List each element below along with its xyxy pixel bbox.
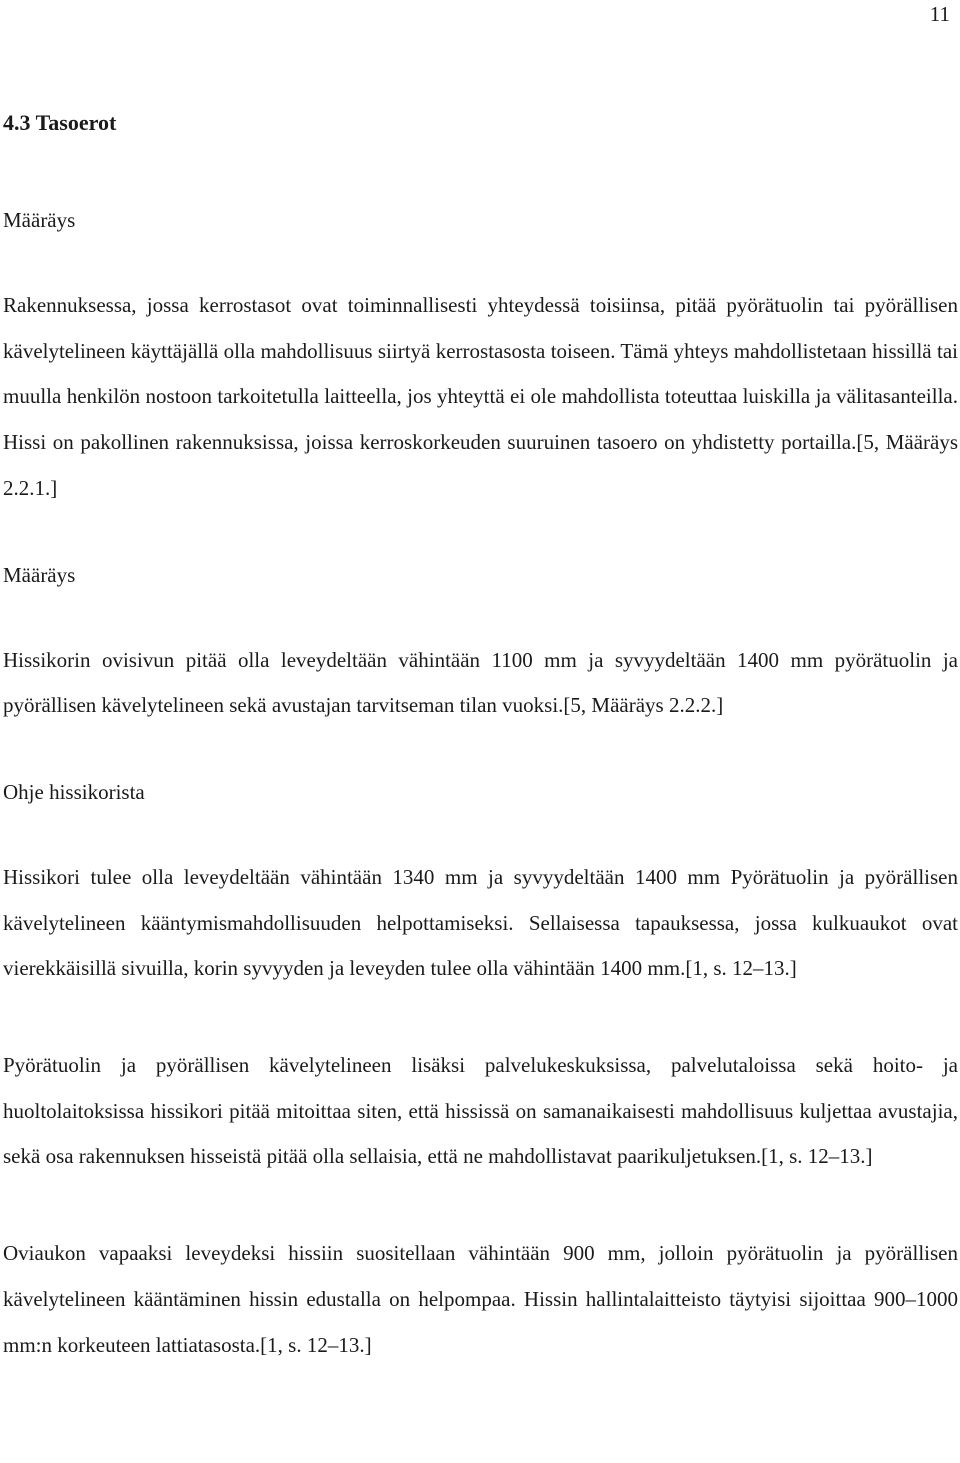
regulation-label: Määräys (3, 562, 76, 587)
document-body (3, 108, 958, 1416)
regulation-paragraph: Hissikorin ovisivun pitää olla leveydeltään vähintään 1100 mm ja syvyydeltään 1400 mm pyörätuolin ja pyörällisen kävelytelineen sekä avustajan tarvitseman tilan vuoksi.[5, Määräys 2.2.2.] (3, 647, 958, 718)
regulation-paragraph: Rakennuksessa, jossa kerrostasot ovat toiminnallisesti yhteydessä toisiinsa, pitää pyörätuolin tai pyörällisen kävelytelineen käyttäjällä olla mahdollisuus siirtyä kerrostasosta toiseen. Tämä yhteys mahdollistetaan hissillä tai muulla henkilön nostoon tarkoitetulla laitteella, jos yhteyttä ei ole mahdollista toteuttaa luiskilla ja välitasanteilla. Hissi on pakollinen rakennuksissa, joissa kerroskorkeuden suuruinen tasoero on yhdistetty portailla.[5, Määräys 2.2.1.] (3, 293, 958, 500)
regulation-label: Määräys (3, 208, 76, 232)
guidance-paragraph: Hissikori tulee olla leveydeltään vähintään 1340 mm ja syvyydeltään 1400 mm Pyörätuolin ja pyörällisen kävelytelineen kääntymismahdollisuuden helpottamiseksi. Sellaisessa tapauksessa, jossa kulkuaukot ovat vierekkäisillä sivuilla, korin syvyyden ja leveyden tulee olla vähintään 1400 mm.[1, s. 12–13.] (3, 864, 958, 981)
guidance-label: Ohje hissikorista (3, 779, 145, 804)
guidance-paragraph: Oviaukon vapaaksi leveydeksi hissiin suositellaan vähintään 900 mm, jolloin pyörätuolin ja pyörällisen kävelytelineen kääntäminen hissin edustalla on helpompaa. Hissin hallintalaitteisto täytyisi sijoittaa 900–1000 mm:n korkeuteen lattiatasosta.[1, s. 12–13.] (3, 1241, 958, 1357)
page-number: 11 (929, 2, 950, 26)
section-heading: 4.3 Tasoerot (3, 110, 117, 135)
guidance-paragraph: Pyörätuolin ja pyörällisen kävelytelineen lisäksi palvelukeskuksissa, palvelutaloissa sekä hoito- ja huoltolaitoksissa hissikori pitää mitoittaa siten, että hississä on samanaikaisesti mahdollisuus kuljettaa avustajia, sekä osa rakennuksen hisseistä pitää olla sellaisia, että ne mahdollistavat paarikuljetuksen.[1, s. 12–13.] (3, 1053, 958, 1169)
